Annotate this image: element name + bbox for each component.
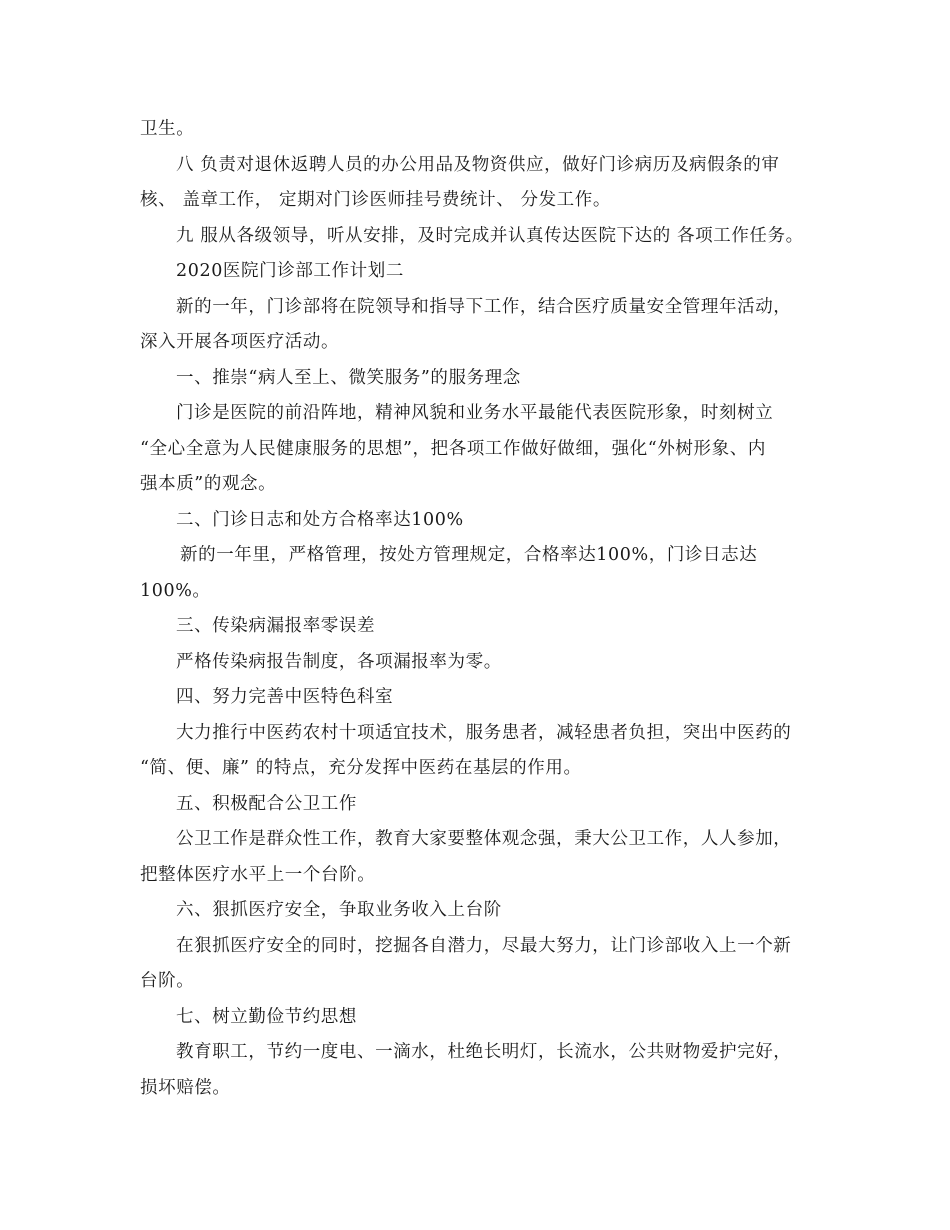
section-heading: 七、树立勤俭节约思想 (176, 1007, 357, 1027)
text-line: 台阶。 (140, 971, 195, 991)
text-line: 八 负责对退休返聘人员的办公用品及物资供应，做好门诊病历及病假条的审 (176, 155, 780, 175)
text-line: “简、便、廉” 的特点，充分发挥中医药在基层的作用。 (140, 758, 582, 778)
text-line: 严格传染病报告制度，各项漏报率为零。 (176, 652, 502, 672)
text-line: 九 服从各级领导，听从安排，及时完成并认真传达医院下达的 各项工作任务。 (176, 226, 804, 246)
text-line: 教育职工，节约一度电、一滴水，杜绝长明灯，长流水，公共财物爱护完好， (176, 1042, 792, 1062)
section-title: 2020医院门诊部工作计划二 (176, 261, 404, 281)
text-line: 损坏赔偿。 (140, 1078, 231, 1098)
section-heading: 六、狠抓医疗安全，争取业务收入上台阶 (176, 900, 502, 920)
text-line: 核、 盖章工作， 定期对门诊医师挂号费统计、 分发工作。 (140, 190, 611, 210)
text-line: 深入开展各项医疗活动。 (140, 332, 340, 352)
text-line: 在狠抓医疗安全的同时，挖掘各自潜力，尽最大努力，让门诊部收入上一个新 (176, 936, 792, 956)
section-heading: 一、推崇“病人至上、微笑服务”的服务理念 (176, 368, 521, 388)
text-line: 新的一年，门诊部将在院领导和指导下工作，结合医疗质量安全管理年活动， (176, 297, 792, 317)
text-line: 新的一年里，严格管理，按处方管理规定，合格率达100%，门诊日志达 (180, 545, 758, 565)
text-line: 门诊是医院的前沿阵地，精神风貌和业务水平最能代表医院形象，时刻树立 (176, 403, 774, 423)
section-heading: 三、传染病漏报率零误差 (176, 616, 376, 636)
section-heading: 五、积极配合公卫工作 (176, 794, 357, 814)
section-heading: 二、门诊日志和处方合格率达100% (176, 510, 464, 530)
text-line: 100%。 (140, 581, 211, 601)
text-line: 公卫工作是群众性工作，教育大家要整体观念强，秉大公卫工作，人人参加， (176, 829, 792, 849)
section-heading: 四、努力完善中医特色科室 (176, 687, 394, 707)
text-line: 把整体医疗水平上一个台阶。 (140, 865, 376, 885)
text-line: 大力推行中医药农村十项适宜技术，服务患者，减轻患者负担，突出中医药的 (176, 723, 792, 743)
text-line: 卫生。 (140, 119, 195, 139)
text-line: 强本质”的观念。 (140, 474, 277, 494)
text-line: “全心全意为人民健康服务的思想”，把各项工作做好做细，强化“外树形象、内 (140, 439, 766, 459)
